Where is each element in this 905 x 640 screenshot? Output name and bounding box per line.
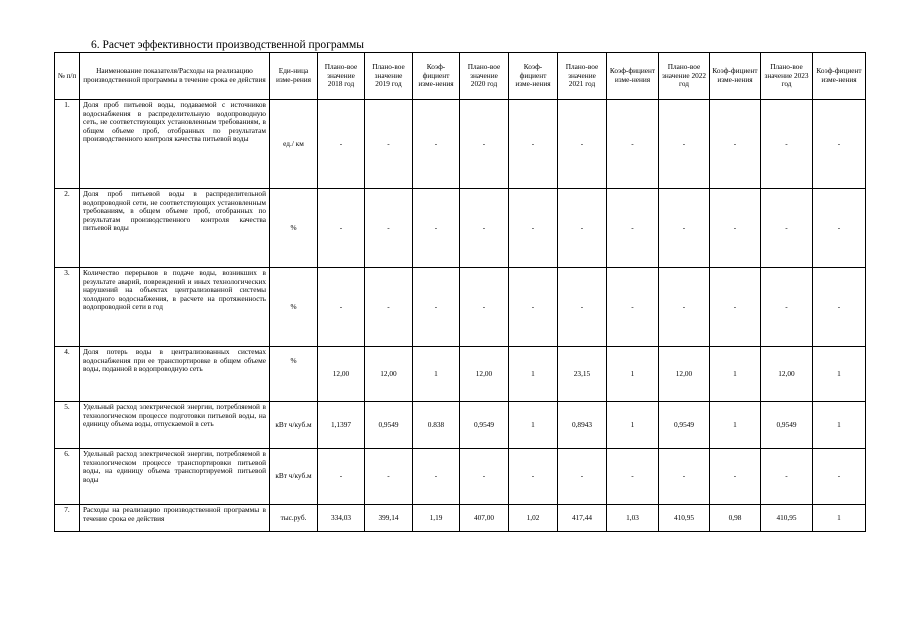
table-row <box>55 100 866 189</box>
value-cell: - <box>413 100 460 189</box>
value-cell: 0,9549 <box>460 402 509 449</box>
value-cell: - <box>413 189 460 268</box>
value-cell: 399,14 <box>365 505 413 532</box>
value-cell: - <box>509 268 558 347</box>
row-number: 2. <box>55 189 80 268</box>
unit-cell: % <box>270 268 318 347</box>
value-cell: - <box>813 100 866 189</box>
value-cell: - <box>813 268 866 347</box>
indicator-name: Доля проб питьевой воды в распределительной водопроводной сети, не соответствующих установленным требованиям, в общем объеме проб, отобранных по результатам производственного контроля качества питьевой воды <box>80 189 270 268</box>
row-number: 3. <box>55 268 80 347</box>
value-cell: - <box>607 100 659 189</box>
header-cell: Коэф-фициент изме-нения <box>813 53 866 100</box>
unit-cell: ед./ км <box>270 100 318 189</box>
header-cell: Коэф-фициент изме-нения <box>607 53 659 100</box>
value-cell: - <box>509 189 558 268</box>
value-cell: - <box>607 449 659 505</box>
indicator-name: Количество перерывов в подаче воды, возникших в результате аварий, повреждений и иных технологических нарушений на объектах централизованной системы холодного водоснабжения, в расчете на протяженность водопроводной сети в год <box>80 268 270 347</box>
header-cell: Плано-вое значение 2022 год <box>659 53 710 100</box>
value-cell: - <box>659 100 710 189</box>
value-cell: 12,00 <box>761 347 813 402</box>
unit-cell: тыс.руб. <box>270 505 318 532</box>
value-cell: - <box>710 100 761 189</box>
value-cell: - <box>460 268 509 347</box>
value-cell: - <box>509 100 558 189</box>
value-cell: 1 <box>607 347 659 402</box>
header-cell: Плано-вое значение 2021 год <box>558 53 607 100</box>
value-cell: 12,00 <box>460 347 509 402</box>
value-cell: - <box>365 268 413 347</box>
value-cell: 410,95 <box>659 505 710 532</box>
value-cell: 12,00 <box>365 347 413 402</box>
value-cell: - <box>761 100 813 189</box>
value-cell: - <box>318 268 365 347</box>
unit-cell: кВт ч/куб.м <box>270 449 318 505</box>
value-cell: - <box>318 449 365 505</box>
value-cell: - <box>558 189 607 268</box>
table-row <box>55 505 866 532</box>
value-cell: 1 <box>413 347 460 402</box>
value-cell: - <box>460 449 509 505</box>
header-cell: Плано-вое значение 2023 год <box>761 53 813 100</box>
value-cell: - <box>365 100 413 189</box>
header-cell: Наименование показателя/Расходы на реализацию производственной программы в течение срока ее действия <box>80 53 270 100</box>
indicator-name: Расходы на реализацию производственной программы в течение срока ее действия <box>80 505 270 532</box>
value-cell: - <box>509 449 558 505</box>
value-cell: 1,19 <box>413 505 460 532</box>
header-cell: № п/п <box>55 53 80 100</box>
table-row <box>55 347 866 402</box>
value-cell: 410,95 <box>761 505 813 532</box>
value-cell: 1 <box>710 347 761 402</box>
table-row <box>55 449 866 505</box>
value-cell: - <box>813 449 866 505</box>
value-cell: 1,1397 <box>318 402 365 449</box>
value-cell: - <box>710 449 761 505</box>
table-row <box>55 189 866 268</box>
value-cell: 1 <box>813 402 866 449</box>
value-cell: 1 <box>509 347 558 402</box>
header-cell: Плано-вое значение 2018 год <box>318 53 365 100</box>
value-cell: 334,03 <box>318 505 365 532</box>
value-cell: - <box>813 189 866 268</box>
value-cell: 1 <box>813 505 866 532</box>
value-cell: 1,03 <box>607 505 659 532</box>
value-cell: - <box>365 189 413 268</box>
value-cell: 417,44 <box>558 505 607 532</box>
value-cell: - <box>460 189 509 268</box>
table-row <box>55 402 866 449</box>
value-cell: 23,15 <box>558 347 607 402</box>
value-cell: - <box>365 449 413 505</box>
value-cell: 1 <box>607 402 659 449</box>
value-cell: 1 <box>813 347 866 402</box>
header-cell: Еди-ница изме-рения <box>270 53 318 100</box>
header-cell: Плано-вое значение 2020 год <box>460 53 509 100</box>
value-cell: 0.838 <box>413 402 460 449</box>
value-cell: - <box>710 189 761 268</box>
value-cell: - <box>659 189 710 268</box>
value-cell: - <box>659 449 710 505</box>
header-cell: Коэф-фициент изме-нения <box>509 53 558 100</box>
value-cell: - <box>607 189 659 268</box>
row-number: 5. <box>55 402 80 449</box>
header-cell: Коэф-фициент изме-нения <box>710 53 761 100</box>
row-number: 6. <box>55 449 80 505</box>
table-row <box>55 268 866 347</box>
value-cell: 1 <box>509 402 558 449</box>
efficiency-table <box>54 52 866 532</box>
value-cell: - <box>318 100 365 189</box>
table-body <box>55 100 866 532</box>
indicator-name: Доля проб питьевой воды, подаваемой с источников водоснабжения в распределительную водопроводную сеть, не соответствующих установленным требованиям, в общем объеме проб, отобранных по результатам производственного контроля качества питьевой воды <box>80 100 270 189</box>
unit-cell: % <box>270 347 318 402</box>
value-cell: 12,00 <box>318 347 365 402</box>
value-cell: - <box>413 449 460 505</box>
value-cell: - <box>558 100 607 189</box>
value-cell: - <box>607 268 659 347</box>
value-cell: 0,98 <box>710 505 761 532</box>
value-cell: - <box>761 449 813 505</box>
header-cell: Плано-вое значение 2019 год <box>365 53 413 100</box>
value-cell: 0,9549 <box>761 402 813 449</box>
indicator-name: Доля потерь воды в централизованных системах водоснабжения при ее транспортировке в общем объеме воды, поданной в водопроводную сеть <box>80 347 270 402</box>
unit-cell: % <box>270 189 318 268</box>
value-cell: 0,9549 <box>365 402 413 449</box>
indicator-name: Удельный расход электрической энергии, потребляемой в технологическом процессе подготовки питьевой воды, на единицу объема воды, отпускаемой в сеть <box>80 402 270 449</box>
row-number: 7. <box>55 505 80 532</box>
value-cell: - <box>460 100 509 189</box>
header-row <box>55 53 866 100</box>
indicator-name: Удельный расход электрической энергии, потребляемой в технологическом процессе транспортировки питьевой воды, на единицу объема транспортируемой питьевой воды <box>80 449 270 505</box>
value-cell: - <box>558 268 607 347</box>
value-cell: - <box>413 268 460 347</box>
value-cell: 407,00 <box>460 505 509 532</box>
header-cell: Коэф-фициент изме-нения <box>413 53 460 100</box>
value-cell: - <box>761 189 813 268</box>
value-cell: - <box>558 449 607 505</box>
row-number: 1. <box>55 100 80 189</box>
unit-cell: кВт ч/куб.м <box>270 402 318 449</box>
value-cell: - <box>318 189 365 268</box>
value-cell: 0,8943 <box>558 402 607 449</box>
value-cell: 12,00 <box>659 347 710 402</box>
value-cell: 0,9549 <box>659 402 710 449</box>
value-cell: 1 <box>710 402 761 449</box>
value-cell: - <box>761 268 813 347</box>
section-title: 6. Расчет эффективности производственной программы <box>91 39 365 51</box>
row-number: 4. <box>55 347 80 402</box>
value-cell: 1,02 <box>509 505 558 532</box>
value-cell: - <box>710 268 761 347</box>
value-cell: - <box>659 268 710 347</box>
